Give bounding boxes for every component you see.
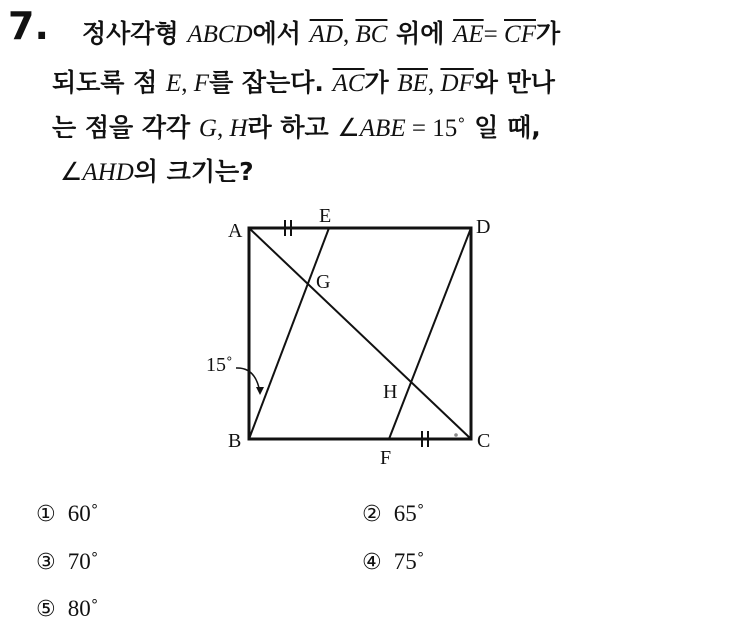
segment-cf: $\overline{CF}$ <box>504 21 536 48</box>
question-line-4 <box>60 152 254 188</box>
choice-marker: ② <box>362 502 382 527</box>
math-abcd: ABCD <box>187 21 253 48</box>
segment-bc: $\overline{BC}$ <box>355 21 388 48</box>
question-number: 7. <box>8 4 49 48</box>
segment-ad: $\overline{AD}$ <box>309 21 343 48</box>
choice-value: 65˚ <box>393 501 425 526</box>
segment-be-line <box>249 228 329 439</box>
text: 정사각형 <box>82 19 188 48</box>
choice-marker: ④ <box>362 550 382 575</box>
choice-marker: ① <box>36 502 56 527</box>
choice-value: 60˚ <box>67 501 99 526</box>
text: , <box>216 115 230 142</box>
choice-marker: ⑤ <box>36 597 56 622</box>
angle-value: = 15˚ <box>405 115 466 142</box>
choice-value: 80˚ <box>67 596 99 621</box>
equals: = <box>483 21 505 48</box>
question-line-2 <box>52 63 555 99</box>
label-e: E <box>319 205 332 227</box>
text: 의 크기는? <box>133 157 254 186</box>
text: 일 때, <box>465 113 541 142</box>
point-g: G <box>198 115 217 142</box>
angle-ahd: AHD <box>82 159 134 186</box>
label-g: G <box>316 271 331 293</box>
text: 가 <box>535 19 561 48</box>
text: 되도록 점 <box>52 68 167 97</box>
choice-value: 70˚ <box>67 549 99 574</box>
point-e: E <box>166 70 182 97</box>
point-c-dot <box>454 433 458 437</box>
segment-ae: $\overline{AE}$ <box>453 21 484 48</box>
text: 위에 <box>387 19 454 48</box>
text: 와 만나 <box>473 68 555 97</box>
segment-ac: $\overline{AC}$ <box>332 70 365 97</box>
diagonal-ac <box>249 228 471 439</box>
point-f: F <box>193 70 210 97</box>
geometry-diagram <box>190 195 510 475</box>
question-line-3 <box>52 108 541 144</box>
choice-marker: ③ <box>36 550 56 575</box>
label-f: F <box>380 447 392 469</box>
label-b: B <box>228 430 242 452</box>
text: 에서 <box>252 19 310 48</box>
question-line-1 <box>82 14 560 50</box>
label-c: C <box>477 430 491 452</box>
choice-1[interactable] <box>36 501 98 527</box>
label-d: D <box>476 216 491 238</box>
label-a: A <box>228 220 243 242</box>
angle-symbol: ∠ <box>60 159 83 186</box>
point-h: H <box>229 115 248 142</box>
text: , <box>181 70 194 97</box>
label-angle-15: 15˚ <box>206 354 233 376</box>
text: 라 하고 <box>247 113 338 142</box>
text: 가 <box>364 68 398 97</box>
text: , <box>342 21 356 48</box>
angle-abe: ABE <box>359 115 406 142</box>
choice-5[interactable] <box>36 596 98 622</box>
choice-4[interactable] <box>362 549 424 575</box>
arrowhead <box>256 387 264 395</box>
text: , <box>427 70 441 97</box>
segment-be: $\overline{BE}$ <box>397 70 428 97</box>
text: 를 잡는다. <box>209 68 333 97</box>
angle-symbol: ∠ <box>337 115 360 142</box>
label-h: H <box>383 381 398 403</box>
segment-df: $\overline{DF}$ <box>440 70 474 97</box>
choice-3[interactable] <box>36 549 98 575</box>
text: 는 점을 각각 <box>52 113 199 142</box>
segment-df-line <box>389 228 471 439</box>
choice-2[interactable] <box>362 501 424 527</box>
choice-value: 75˚ <box>393 549 425 574</box>
